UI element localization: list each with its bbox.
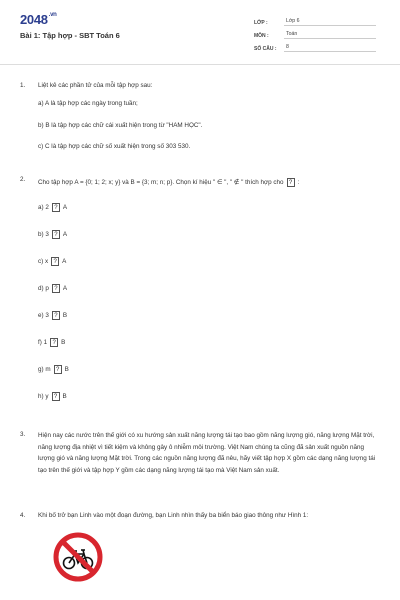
meta-label: MÔN : bbox=[254, 33, 269, 39]
meta-value: Lớp 6 bbox=[284, 18, 376, 26]
colon: : bbox=[297, 179, 300, 186]
meta-row-class bbox=[254, 13, 376, 26]
q2-item-h bbox=[38, 392, 67, 401]
header-divider bbox=[0, 64, 400, 65]
question-number: 3. bbox=[20, 431, 26, 438]
q2-item-a bbox=[38, 203, 67, 212]
q2-item-g bbox=[38, 365, 69, 374]
no-bicycle-sign-icon bbox=[53, 532, 103, 582]
item-prefix: g) m bbox=[38, 366, 51, 373]
page-header bbox=[0, 0, 400, 62]
question-4 bbox=[20, 511, 380, 521]
question-1 bbox=[20, 81, 380, 91]
item-prefix: h) y bbox=[38, 393, 49, 400]
answer-box[interactable]: ? bbox=[52, 203, 60, 212]
question-text: Hiện nay các nước trên thế giới có xu hướng sản xuất năng lượng tái tạo bao gồm năng lượng gió, năng lượng Mặt trời, năng lượng địa nhiệt vì tiết kiệm và không gây ô nhiễm môi trường. Việt Nam chúng ta cũng đã sản xuất nguồn năng lượng gió và năng lượng Mặt trời. Trong các nguồn năng lượng đã nêu, hãy viết tập hợp X gồm các dạng năng lượng tái tạo trên thế giới và tập hợp Y gồm các dạng năng lượng tái tạo mà Việt Nam sản xuất. bbox=[38, 432, 376, 474]
answer-box[interactable]: ? bbox=[54, 365, 62, 374]
logo-text: 2048 bbox=[20, 12, 48, 27]
item-suffix: A bbox=[62, 258, 67, 265]
answer-box[interactable]: ? bbox=[52, 392, 60, 401]
meta-info bbox=[254, 13, 376, 52]
q1-item-b: b) B là tập hợp các chữ cái xuất hiện trong từ "HAM HỌC". bbox=[38, 122, 203, 129]
question-text: Khi bố trở bạn Linh vào một đoạn đường, bạn Linh nhìn thấy ba biển báo giao thông như Hình 1: bbox=[38, 512, 309, 519]
q1-item-a: a) A là tập hợp các ngày trong tuần; bbox=[38, 100, 138, 107]
q2-item-d bbox=[38, 284, 67, 293]
q2-item-b bbox=[38, 230, 67, 239]
item-prefix: d) p bbox=[38, 285, 49, 292]
item-prefix: a) 2 bbox=[38, 204, 49, 211]
item-suffix: B bbox=[61, 339, 66, 346]
meta-row-subject bbox=[254, 26, 376, 39]
meta-label: LỚP : bbox=[254, 20, 268, 26]
question-text bbox=[38, 175, 380, 188]
question-number: 4. bbox=[20, 512, 26, 519]
answer-box[interactable]: ? bbox=[51, 257, 59, 266]
item-prefix: c) x bbox=[38, 258, 49, 265]
item-suffix: B bbox=[62, 312, 68, 319]
item-suffix: A bbox=[62, 231, 68, 238]
item-prefix: e) 3 bbox=[38, 312, 49, 319]
answer-box[interactable]: ? bbox=[52, 284, 60, 293]
item-prefix: b) 3 bbox=[38, 231, 49, 238]
meta-value: 8 bbox=[284, 44, 376, 52]
logo-suffix: .vn bbox=[48, 12, 57, 18]
question-text: Liệt kê các phần tử của mỗi tập hợp sau: bbox=[38, 82, 153, 89]
answer-box: ? bbox=[287, 178, 295, 187]
meta-value: Toán bbox=[284, 31, 376, 39]
q1-item-c: c) C là tập hợp các chữ số xuất hiện trong số 303 530. bbox=[38, 143, 191, 150]
meta-label: SỐ CÂU : bbox=[254, 46, 277, 52]
answer-box[interactable]: ? bbox=[52, 311, 60, 320]
question-number: 1. bbox=[20, 82, 26, 89]
meta-row-count bbox=[254, 39, 376, 52]
q2-item-f bbox=[38, 338, 65, 347]
item-suffix: A bbox=[62, 285, 68, 292]
question-number: 2. bbox=[20, 176, 26, 183]
q2-item-e bbox=[38, 311, 67, 320]
item-suffix: B bbox=[64, 366, 69, 373]
item-prefix: f) 1 bbox=[38, 339, 48, 346]
item-suffix: A bbox=[62, 204, 68, 211]
answer-box[interactable]: ? bbox=[50, 338, 58, 347]
answer-box[interactable]: ? bbox=[52, 230, 60, 239]
q2-item-c bbox=[38, 257, 66, 266]
item-suffix: B bbox=[62, 393, 67, 400]
question-text-body: Cho tập hợp A = {0; 1; 2; x; y} và B = {3; m; n; p}. Chọn kí hiệu " ∈ ", " ∉ " thích hợp cho bbox=[38, 179, 284, 186]
question-2 bbox=[20, 175, 380, 188]
no-bicycle-sign-svg bbox=[53, 532, 103, 582]
question-3 bbox=[20, 430, 380, 477]
page-title: Bài 1: Tập hợp - SBT Toán 6 bbox=[20, 31, 120, 40]
